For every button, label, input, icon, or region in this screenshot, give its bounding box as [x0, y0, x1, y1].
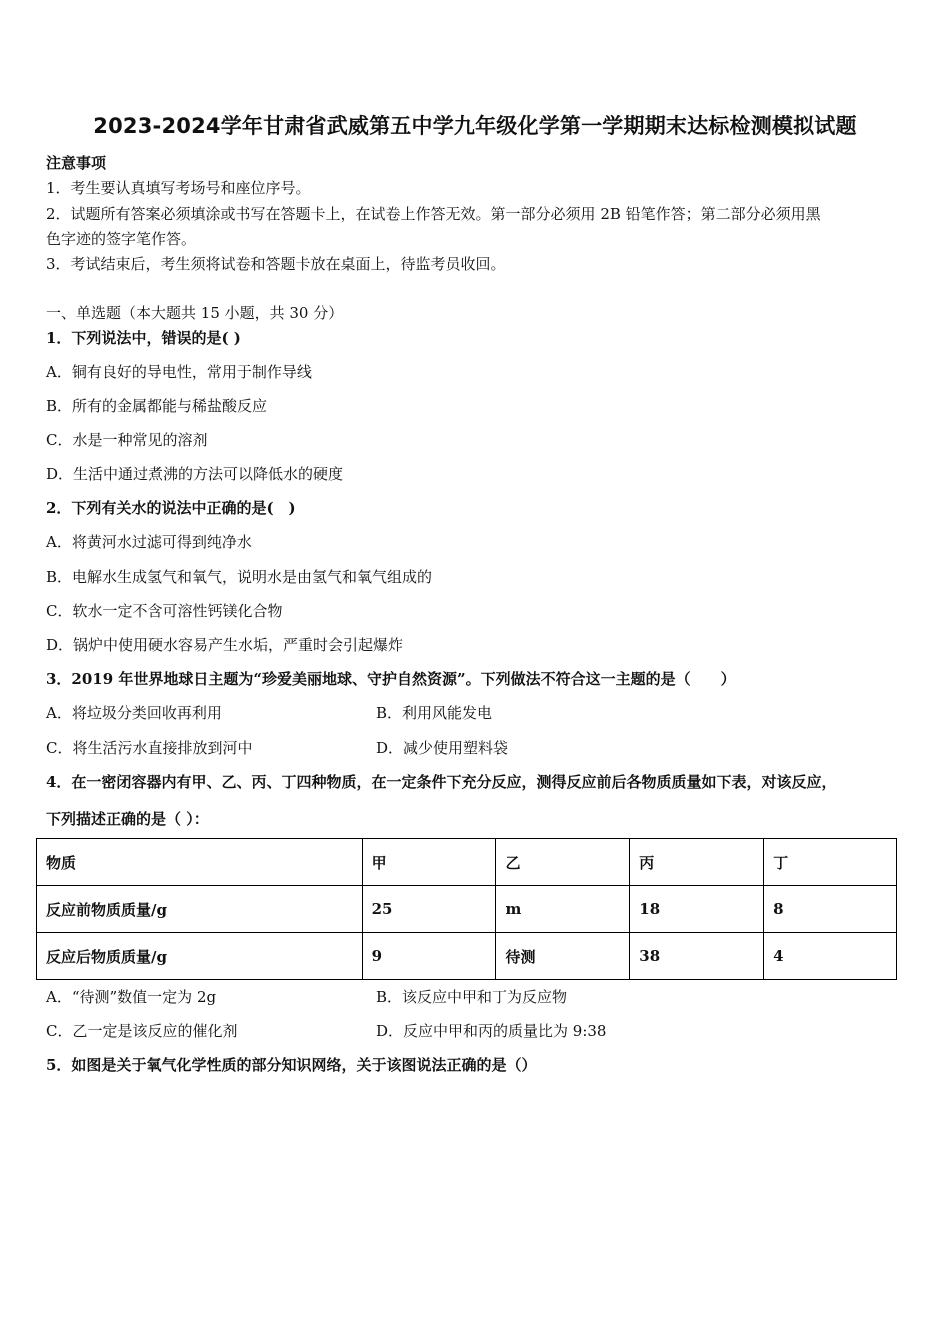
q3-option-c: C．将生活污水直接排放到河中: [46, 739, 253, 757]
q5-stem: 5．如图是关于氧气化学性质的部分知识网络，关于该图说法正确的是（）: [46, 1056, 537, 1074]
q3-stem: 3．2019 年世界地球日主题为“珍爱美丽地球、守护自然资源”。下列做法不符合这一主题的是（ ）: [46, 670, 736, 688]
table-header-row: [37, 839, 897, 886]
notes-heading: 注意事项: [46, 154, 107, 172]
table-cell: 待测: [496, 933, 630, 980]
q1-option-b: B．所有的金属都能与稀盐酸反应: [46, 397, 268, 415]
table-row: [37, 933, 897, 980]
table-cell: 18: [630, 886, 764, 933]
q2-option-a: A．将黄河水过滤可得到纯净水: [46, 533, 252, 551]
q4-option-c: C．乙一定是该反应的催化剂: [46, 1022, 238, 1040]
q2-stem: 2．下列有关水的说法中正确的是( ): [46, 499, 296, 517]
q4-mass-table: [36, 838, 897, 980]
section-heading: 一、单选题（本大题共 15 小题，共 30 分）: [46, 304, 344, 322]
table-cell: 38: [630, 933, 764, 980]
q2-option-b: B．电解水生成氢气和氧气，说明水是由氢气和氧气组成的: [46, 568, 433, 586]
table-header-cell: 丁: [764, 839, 897, 886]
table-cell: m: [496, 886, 630, 933]
table-cell: 25: [362, 886, 496, 933]
table-cell: 9: [362, 933, 496, 980]
q1-option-a: A．铜有良好的导电性，常用于制作导线: [46, 363, 312, 381]
q3-option-d: D．减少使用塑料袋: [376, 739, 509, 757]
table-header-cell: 丙: [630, 839, 764, 886]
table-cell: 8: [764, 886, 897, 933]
q1-option-d: D．生活中通过煮沸的方法可以降低水的硬度: [46, 465, 344, 483]
note-item: 色字迹的签字笔作答。: [46, 230, 197, 248]
table-header-cell: 物质: [37, 839, 363, 886]
q3-option-a: A．将垃圾分类回收再利用: [46, 704, 222, 722]
table-header-cell: 乙: [496, 839, 630, 886]
table-cell: 4: [764, 933, 897, 980]
note-item: 1．考生要认真填写考场号和座位序号。: [46, 179, 311, 197]
q4-stem-line2: 下列描述正确的是（ ）：: [46, 810, 209, 828]
page-title: 2023-2024学年甘肃省武威第五中学九年级化学第一学期期末达标检测模拟试题: [93, 114, 857, 138]
q4-option-b: B．该反应中甲和丁为反应物: [376, 988, 568, 1006]
q4-option-d: D．反应中甲和丙的质量比为 9:38: [376, 1022, 607, 1040]
q2-option-c: C．软水一定不含可溶性钙镁化合物: [46, 602, 283, 620]
note-item: 2．试题所有答案必须填涂或书写在答题卡上，在试卷上作答无效。第一部分必须用 2B 铅笔作答；第二部分必须用黑: [46, 205, 821, 223]
table-header-cell: 甲: [362, 839, 496, 886]
table-row: [37, 886, 897, 933]
table-cell: 反应后物质质量/g: [37, 933, 363, 980]
table-cell: 反应前物质质量/g: [37, 886, 363, 933]
q4-stem-line1: 4．在一密闭容器内有甲、乙、丙、丁四种物质，在一定条件下充分反应，测得反应前后各物质质量如下表，对该反应，: [46, 773, 837, 791]
q1-option-c: C．水是一种常见的溶剂: [46, 431, 208, 449]
q4-option-a: A．“待测”数值一定为 2g: [46, 988, 217, 1006]
q1-stem: 1．下列说法中，错误的是( ): [46, 329, 241, 347]
q3-option-b: B．利用风能发电: [376, 704, 493, 722]
note-item: 3．考试结束后，考生须将试卷和答题卡放在桌面上，待监考员收回。: [46, 255, 506, 273]
q2-option-d: D．锅炉中使用硬水容易产生水垢，严重时会引起爆炸: [46, 636, 404, 654]
